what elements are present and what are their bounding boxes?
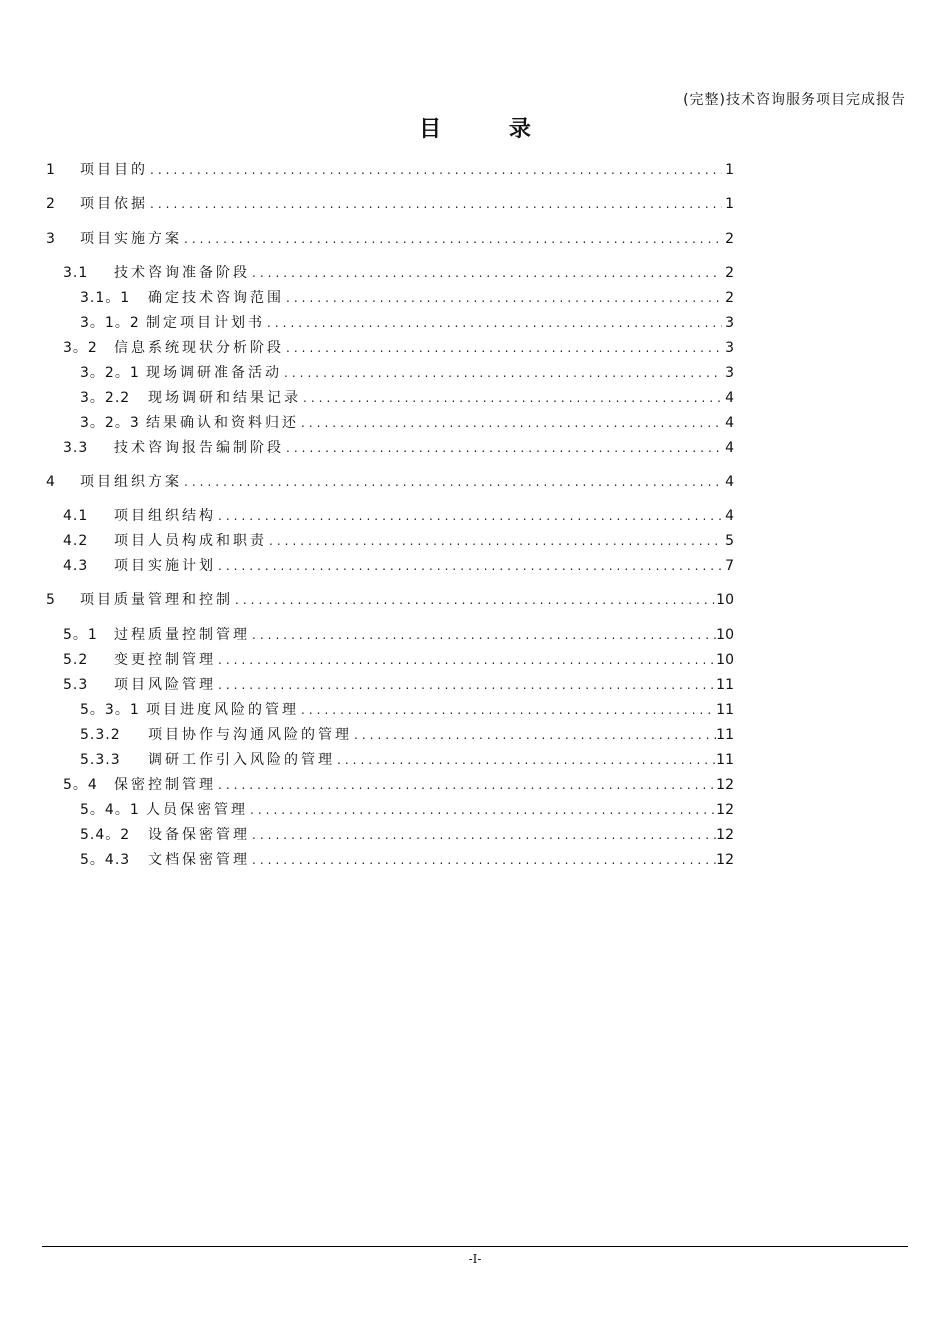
toc-entry-title: 项目目的: [80, 162, 148, 178]
toc-entry-number: 3。2.2: [80, 390, 131, 406]
toc-entry[interactable]: [80, 749, 734, 771]
toc-leader-dots: [248, 799, 716, 821]
toc-entry-page: 12: [716, 827, 734, 843]
toc-leader-dots: [216, 505, 722, 527]
toc-entry-number: 3.1: [63, 265, 89, 281]
toc-leader-dots: [250, 624, 716, 646]
toc-entry-page: 1: [725, 196, 734, 212]
toc-entry-number: 1: [46, 162, 56, 178]
toc-entry-title: 现场调研和结果记录: [148, 390, 301, 406]
toc-entry-title: 项目人员构成和职责: [114, 533, 267, 549]
toc-entry-title: 项目风险管理: [114, 677, 216, 693]
toc-entry-page: 2: [725, 265, 734, 281]
toc-leader-dots: [282, 362, 722, 384]
toc-entry-title: 技术咨询准备阶段: [114, 265, 250, 281]
toc-entry-title: 结果确认和资料归还: [146, 415, 299, 431]
toc-entry-number: 2: [46, 196, 56, 212]
toc-entry-number: 4.3: [63, 558, 89, 574]
toc-entry[interactable]: [63, 649, 734, 671]
toc-leader-dots: [216, 674, 716, 696]
toc-entry-number: 5.4。2: [80, 827, 131, 843]
toc-leader-dots: [299, 412, 722, 434]
toc-entry[interactable]: [63, 530, 734, 552]
toc-entry-title: 变更控制管理: [114, 652, 216, 668]
toc-entry-number: 3。2。1: [80, 365, 140, 381]
toc-entry-title: 技术咨询报告编制阶段: [114, 440, 284, 456]
toc-leader-dots: [182, 228, 722, 250]
toc-entry-page: 2: [725, 290, 734, 306]
toc-leader-dots: [182, 471, 722, 493]
toc-entry-title: 项目组织结构: [114, 508, 216, 524]
toc-entry-title: 制定项目计划书: [146, 315, 265, 331]
toc-leader-dots: [335, 749, 716, 771]
toc-entry-number: 5.3: [63, 677, 89, 693]
toc-entry[interactable]: [63, 337, 734, 359]
toc-entry-page: 12: [716, 802, 734, 818]
toc-entry[interactable]: [80, 412, 734, 434]
toc-entry-page: 4: [725, 390, 734, 406]
toc-entry[interactable]: [80, 287, 734, 309]
toc-leader-dots: [250, 824, 716, 846]
toc-entry-title: 人员保密管理: [146, 802, 248, 818]
toc-entry-page: 11: [716, 702, 734, 718]
toc-entry-page: 12: [716, 777, 734, 793]
toc-entry-page: 12: [716, 852, 734, 868]
toc-entry-page: 1: [725, 162, 734, 178]
toc-entry-number: 4.1: [63, 508, 89, 524]
toc-entry-title: 项目实施方案: [80, 231, 182, 247]
toc-leader-dots: [299, 699, 716, 721]
toc-entry-page: 4: [725, 440, 734, 456]
toc-entry-number: 5.3.3: [80, 752, 121, 768]
toc-entry-title: 项目依据: [80, 196, 148, 212]
toc-entry[interactable]: [46, 228, 734, 250]
toc-entry-page: 3: [725, 340, 734, 356]
toc-entry-page: 10: [716, 627, 734, 643]
toc-leader-dots: [352, 724, 716, 746]
toc-leader-dots: [265, 312, 722, 334]
toc-entry[interactable]: [80, 699, 734, 721]
toc-leader-dots: [284, 287, 722, 309]
toc-entry[interactable]: [63, 774, 734, 796]
toc-entry-title: 信息系统现状分析阶段: [114, 340, 284, 356]
toc-entry-number: 3: [46, 231, 56, 247]
footer-rule: [42, 1246, 908, 1247]
toc-leader-dots: [148, 193, 722, 215]
toc-entry-number: 3.3: [63, 440, 89, 456]
toc-leader-dots: [284, 337, 722, 359]
toc-entry-title: 项目质量管理和控制: [80, 592, 233, 608]
toc-entry[interactable]: [63, 505, 734, 527]
toc-entry-page: 10: [716, 592, 734, 608]
footer-page-number: -I-: [468, 1252, 482, 1266]
toc-entry-title: 文档保密管理: [148, 852, 250, 868]
toc-entry-title: 保密控制管理: [114, 777, 216, 793]
toc-leader-dots: [216, 774, 716, 796]
toc-entry-number: 5.3.2: [80, 727, 121, 743]
toc-entry-title: 设备保密管理: [148, 827, 250, 843]
toc-entry[interactable]: [46, 589, 734, 611]
toc-leader-dots: [250, 849, 716, 871]
toc-entry[interactable]: [80, 362, 734, 384]
toc-entry-page: 11: [716, 727, 734, 743]
toc-entry[interactable]: [80, 387, 734, 409]
toc-entry-page: 5: [725, 533, 734, 549]
toc-entry-number: 3。2。3: [80, 415, 140, 431]
toc-entry[interactable]: [80, 724, 734, 746]
toc-entry[interactable]: [46, 193, 734, 215]
toc-entry-number: 3。1。2: [80, 315, 140, 331]
toc-entry-title: 过程质量控制管理: [114, 627, 250, 643]
toc-entry[interactable]: [46, 159, 734, 181]
toc-entry-title: 调研工作引入风险的管理: [148, 752, 335, 768]
toc-entry-number: 5。4: [63, 777, 98, 793]
toc-entry-number: 5: [46, 592, 56, 608]
toc-entry[interactable]: [80, 849, 734, 871]
toc-entry-title: 确定技术咨询范围: [148, 290, 284, 306]
toc-entry-number: 3。2: [63, 340, 98, 356]
toc-entry[interactable]: [63, 624, 734, 646]
toc-entry[interactable]: [63, 674, 734, 696]
toc-entry-number: 4.2: [63, 533, 89, 549]
toc-leader-dots: [250, 262, 722, 284]
toc-entry-title: 项目组织方案: [80, 474, 182, 490]
running-header-title: (完整)技术咨询服务项目完成报告: [683, 92, 906, 108]
toc-leader-dots: [284, 437, 722, 459]
toc-entry-number: 5。4。1: [80, 802, 140, 818]
toc-entry-page: 11: [716, 677, 734, 693]
toc-entry-page: 4: [725, 415, 734, 431]
toc-leader-dots: [216, 555, 722, 577]
toc-entry-page: 3: [725, 365, 734, 381]
toc-leader-dots: [148, 159, 722, 181]
toc-entry-page: 3: [725, 315, 734, 331]
toc-entry-page: 11: [716, 752, 734, 768]
toc-entry-page: 10: [716, 652, 734, 668]
toc-leader-dots: [301, 387, 722, 409]
toc-entry-title: 项目进度风险的管理: [146, 702, 299, 718]
toc-entry-number: 5.2: [63, 652, 89, 668]
toc-leader-dots: [216, 649, 716, 671]
toc-entry-page: 7: [725, 558, 734, 574]
toc-entry-number: 5。3。1: [80, 702, 140, 718]
toc-entry[interactable]: [80, 312, 734, 334]
toc-entry-number: 4: [46, 474, 56, 490]
toc-entry-title: 项目协作与沟通风险的管理: [148, 727, 352, 743]
toc-leader-dots: [233, 589, 716, 611]
toc-entry-page: 2: [725, 231, 734, 247]
toc-leader-dots: [267, 530, 722, 552]
toc-entry[interactable]: [63, 555, 734, 577]
toc-entry-title: 项目实施计划: [114, 558, 216, 574]
toc-entry-number: 5。4.3: [80, 852, 131, 868]
toc-entry-page: 4: [725, 474, 734, 490]
toc-entry[interactable]: [63, 437, 734, 459]
toc-entry-number: 3.1。1: [80, 290, 131, 306]
toc-entry[interactable]: [80, 824, 734, 846]
toc-entry-title: 现场调研准备活动: [146, 365, 282, 381]
toc-entry[interactable]: [46, 471, 734, 493]
toc-entry-number: 5。1: [63, 627, 98, 643]
toc-entry[interactable]: [63, 262, 734, 284]
toc-entry[interactable]: [80, 799, 734, 821]
toc-entry-page: 4: [725, 508, 734, 524]
toc-title: 目 录: [419, 117, 561, 142]
